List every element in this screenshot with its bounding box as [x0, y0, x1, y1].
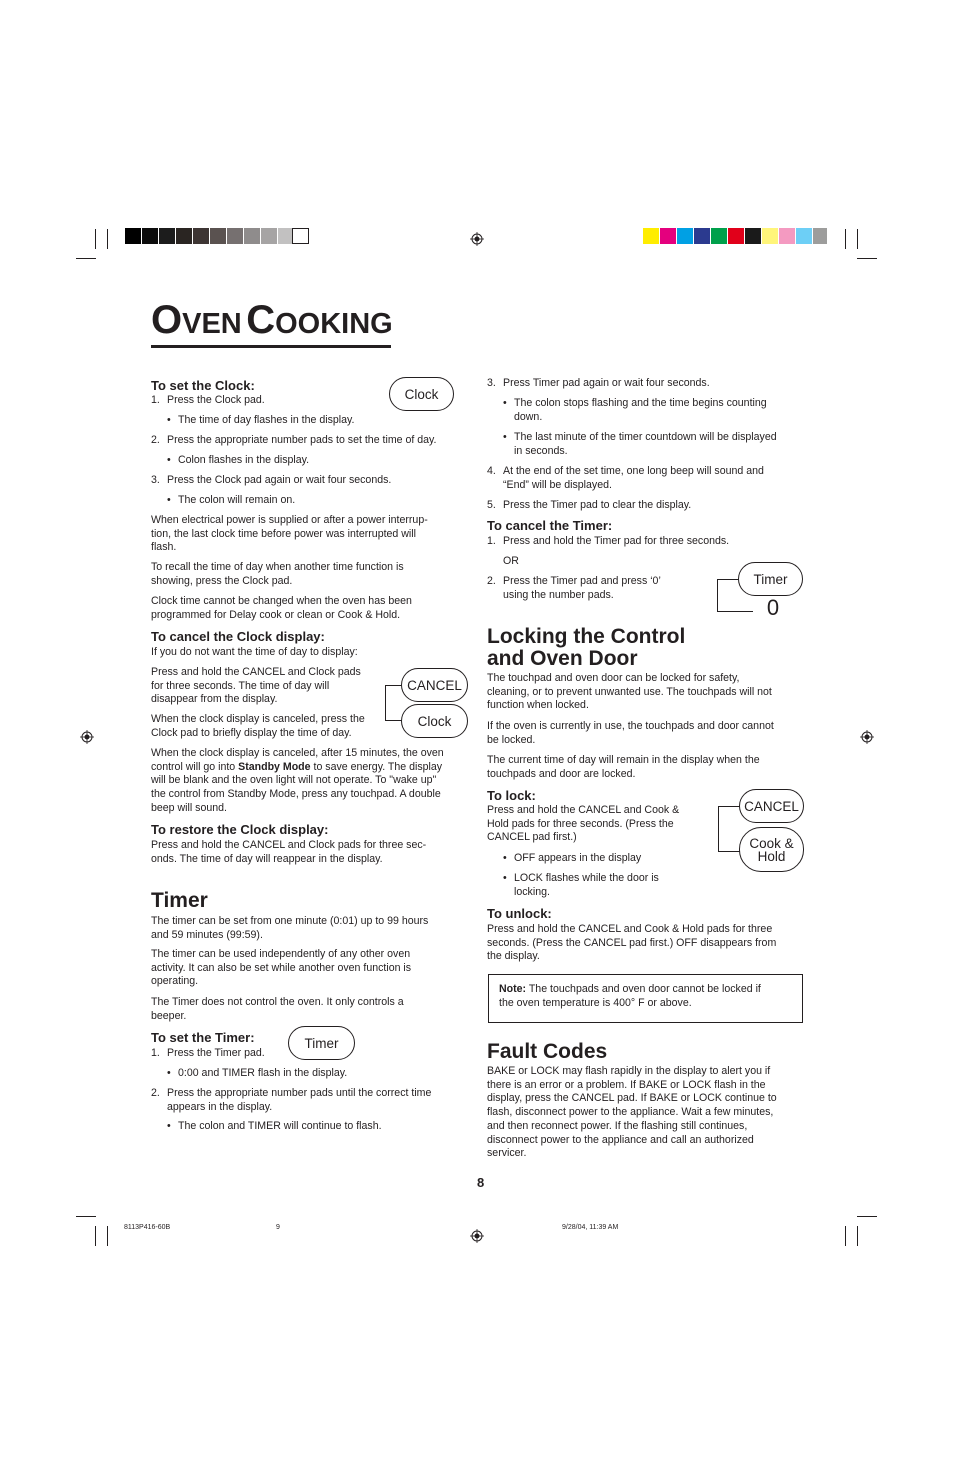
line: the control from Standby Mode, press any touchpad. A double: [151, 788, 441, 801]
unlock-heading: To unlock:: [487, 906, 552, 921]
footer-job-code: 8113P416-60B: [124, 1224, 171, 1231]
paragraph: [151, 996, 404, 1023]
line: Hold pads for three seconds. (Press the: [487, 817, 674, 830]
timer-pad-label: Timer: [753, 571, 788, 587]
bullet: •: [167, 1120, 171, 1132]
line: showing, press the Clock pad.: [151, 574, 293, 587]
color-swatch: [728, 228, 744, 244]
bullet-text: down.: [514, 411, 543, 423]
bullet-text: The colon stops flashing and the time begins counting: [514, 397, 767, 409]
line: the display.: [487, 950, 540, 963]
step-number: 3.: [151, 474, 160, 486]
page-title: [151, 300, 393, 349]
step-number: 1.: [151, 394, 160, 406]
step-text: Press the Timer pad and press ‘0’: [503, 575, 661, 587]
color-swatch: [762, 228, 778, 244]
bullet-text: LOCK flashes while the door is: [514, 872, 659, 884]
line: Press and hold the CANCEL and Cook &: [487, 804, 680, 816]
gray-swatch: [193, 228, 209, 244]
bullet-text: 0:00 and TIMER flash in the display.: [178, 1067, 348, 1079]
line: If the oven is currently in use, the touchpads and door cannot: [487, 720, 774, 732]
paragraph: [487, 923, 776, 964]
color-swatch: [745, 228, 761, 244]
step-text: “End” will be displayed.: [503, 479, 612, 491]
line: CANCEL pad first.): [487, 831, 577, 844]
step-text: Press the Clock pad.: [167, 394, 265, 406]
color-swatch: [779, 228, 795, 244]
color-swatch: [796, 228, 812, 244]
timer-pad: [288, 1026, 355, 1060]
step-number: 1.: [151, 1047, 160, 1059]
timer-pad-label: Timer: [304, 1035, 339, 1051]
step-number: 2.: [151, 434, 160, 446]
gray-swatch: [210, 228, 226, 244]
step-number: 3.: [487, 377, 496, 389]
bullet: •: [167, 1067, 171, 1079]
clock-pad: [389, 377, 454, 411]
text: control will go into: [151, 760, 239, 773]
fault-codes-heading: Fault Codes: [487, 1040, 608, 1063]
gray-swatch: [292, 228, 309, 244]
color-swatch: [694, 228, 710, 244]
bullet: •: [167, 454, 171, 466]
bullet: •: [167, 494, 171, 506]
step-text: Press Timer pad again or wait four seconds.: [503, 377, 710, 389]
gray-swatch: [227, 228, 243, 244]
registration-mark-icon: [470, 1229, 484, 1243]
line: disconnect power to the appliance and call an authorized: [487, 1133, 754, 1146]
registration-mark-icon: [470, 232, 484, 246]
text: to save energy. The display: [310, 760, 443, 773]
text: The touchpads and oven door cannot be locked if: [526, 983, 761, 995]
restore-clock-heading: To restore the Clock display:: [151, 822, 329, 837]
bullet: •: [167, 414, 171, 426]
paragraph: [487, 672, 772, 713]
paragraph: [151, 666, 361, 707]
line: function when locked.: [487, 699, 589, 712]
line: flash.: [151, 541, 177, 554]
cancel-pad-label: CANCEL: [744, 798, 799, 814]
paragraph: [487, 804, 679, 845]
step-number: 5.: [487, 499, 496, 511]
bullet-text: The colon will remain on.: [178, 494, 296, 506]
connector-line: [385, 720, 402, 721]
step-number: 1.: [487, 535, 496, 547]
step-text: using the number pads.: [503, 589, 614, 601]
timer-heading: Timer: [151, 889, 208, 912]
gray-swatch: [142, 228, 158, 244]
note-label: Note:: [499, 983, 527, 995]
paragraph: [151, 948, 411, 989]
line: and 59 minutes (99:59).: [151, 928, 263, 941]
line: The Timer does not control the oven. It only controls a: [151, 996, 404, 1008]
bullet-text: locking.: [514, 886, 550, 898]
heading-line: Locking the Control: [487, 625, 686, 648]
line: tion, the last clock time before power was interrupted will: [151, 527, 416, 540]
cook-hold-pad-label: Hold: [757, 848, 786, 864]
line: touchpads and door are locked.: [487, 767, 636, 780]
step-text: At the end of the set time, one long beep will sound and: [503, 465, 764, 477]
line: programmed for Delay cook or clean or Cook & Hold.: [151, 608, 401, 621]
line: Clock time cannot be changed when the oven has been: [151, 595, 412, 607]
line: When the clock display is canceled, press the: [151, 713, 365, 725]
note-text: [499, 983, 761, 1010]
cancel-timer-heading: To cancel the Timer:: [487, 518, 613, 533]
paragraph: [487, 720, 774, 747]
paragraph: [487, 754, 760, 781]
gray-swatch: [261, 228, 277, 244]
paragraph: [151, 595, 412, 622]
line: beep will sound.: [151, 801, 227, 814]
page-number: 8: [477, 1175, 485, 1190]
registration-mark-icon: [860, 730, 874, 744]
zero-pad: [761, 595, 785, 621]
gray-swatch: [159, 228, 175, 244]
line: display, press the CANCEL pad. If BAKE or LOCK continue to: [487, 1092, 777, 1105]
step-text: Press the Timer pad.: [167, 1047, 265, 1059]
line: beeper.: [151, 1009, 187, 1022]
paragraph: [151, 561, 404, 588]
line: [151, 761, 444, 775]
line: The touchpad and oven door can be locked for safety,: [487, 672, 740, 684]
note-box: [488, 974, 803, 1023]
clock-pad-label: Clock: [417, 713, 452, 729]
cancel-pad: [739, 789, 804, 823]
color-swatch: [660, 228, 676, 244]
title-underline: [151, 345, 391, 348]
bullet-text: in seconds.: [514, 445, 568, 457]
connector-line: [385, 685, 402, 686]
bullet-text: The colon and TIMER will continue to flash.: [178, 1120, 382, 1132]
or-text: OR: [503, 555, 519, 567]
step-text: Press the Clock pad again or wait four seconds.: [167, 474, 392, 486]
lock-heading: To lock:: [487, 788, 536, 803]
bullet-text: The last minute of the timer countdown will be displayed: [514, 431, 777, 443]
step-text: Press the appropriate number pads to set the time of day.: [167, 434, 437, 446]
paragraph: [151, 514, 428, 555]
timer-pad: [738, 562, 803, 596]
line: Clock pad to briefly display the time of day.: [151, 726, 352, 739]
line: servicer.: [487, 1147, 527, 1160]
paragraph: If you do not want the time of day to display:: [151, 646, 358, 658]
line: When electrical power is supplied or after a power interrup-: [151, 514, 428, 526]
line: be locked.: [487, 733, 536, 746]
cook-hold-pad-label: Cook &: [749, 835, 794, 851]
paragraph: [487, 1065, 777, 1161]
line: there is an error or a problem. If BAKE or LOCK flash in the: [487, 1078, 766, 1091]
clock-pad: [401, 704, 468, 738]
footer-date: 9/28/04, 11:39 AM: [562, 1224, 619, 1231]
step-number: 2.: [487, 575, 496, 587]
line: The current time of day will remain in the display when the: [487, 754, 760, 766]
color-swatch: [711, 228, 727, 244]
registration-mark-icon: [80, 730, 94, 744]
title-initial: C: [246, 298, 276, 342]
connector-line: [718, 806, 719, 852]
connector-line: [718, 851, 740, 852]
bullet: •: [503, 872, 507, 884]
bullet-text: Colon flashes in the display.: [178, 454, 310, 466]
line: BAKE or LOCK may flash rapidly in the display to alert you if: [487, 1065, 771, 1077]
locking-heading: [487, 626, 685, 670]
step-text: Press and hold the Timer pad for three seconds.: [503, 535, 730, 547]
gray-swatch: [244, 228, 260, 244]
step-number: 4.: [487, 465, 496, 477]
line: for three seconds. The time of day will: [151, 679, 330, 692]
line: onds. The time of day will reappear in the display.: [151, 852, 383, 865]
connector-line: [385, 685, 386, 721]
bullet-text: OFF appears in the display: [514, 852, 642, 864]
title-smallcaps: VEN: [182, 308, 242, 340]
step-text: Press the appropriate number pads until the correct time: [167, 1087, 432, 1099]
bold-text: Standby Mode: [238, 760, 311, 773]
line: the oven temperature is 400° F or above.: [499, 996, 692, 1009]
line: Press and hold the CANCEL and Clock pads: [151, 666, 361, 678]
bullet: •: [503, 397, 507, 409]
bullet: •: [503, 431, 507, 443]
line: and then reconnect power. If the flashing still continues,: [487, 1119, 748, 1132]
line: operating.: [151, 975, 199, 988]
paragraph: [151, 713, 365, 740]
line: seconds. (Press the CANCEL pad first.) OFF disappears from: [487, 936, 777, 949]
set-clock-heading: To set the Clock:: [151, 378, 255, 393]
line: When the clock display is canceled, after 15 minutes, the oven: [151, 747, 444, 759]
step-text: Press the Timer pad to clear the display.: [503, 499, 692, 511]
connector-line: [717, 611, 753, 612]
clock-pad-label: Clock: [404, 386, 439, 402]
connector-line: [717, 579, 739, 580]
paragraph: [151, 915, 428, 942]
paragraph: [151, 747, 444, 816]
line: The timer can be set from one minute (0:01) up to 99 hours: [151, 915, 429, 927]
line: activity. It can also be set while another oven function is: [151, 961, 412, 974]
line: Press and hold the CANCEL and Cook & Hold pads for three: [487, 923, 773, 935]
gray-swatch: [278, 228, 292, 244]
connector-line: [717, 579, 718, 612]
cook-hold-pad: [739, 827, 804, 872]
bullet: •: [503, 852, 507, 864]
footer-page: 9: [276, 1224, 280, 1231]
line: To recall the time of day when another time function is: [151, 561, 404, 573]
step-number: 2.: [151, 1087, 160, 1099]
line: flash, disconnect power to the appliance. Wait a few minutes,: [487, 1106, 774, 1119]
color-swatch: [643, 228, 659, 244]
bullet-text: The time of day flashes in the display.: [178, 414, 355, 426]
paragraph: [151, 839, 426, 866]
line: Press and hold the CANCEL and Clock pads for three sec-: [151, 839, 427, 851]
gray-swatch: [176, 228, 192, 244]
connector-line: [718, 806, 740, 807]
gray-swatch: [125, 228, 141, 244]
line: The timer can be used independently of any other oven: [151, 948, 411, 960]
line: [499, 983, 761, 997]
line: cleaning, or to prevent unwanted use. The touchpads will not: [487, 685, 772, 698]
line: will be blank and the oven light will not operate. To "wake up": [151, 774, 437, 787]
cancel-pad-label: CANCEL: [407, 677, 462, 693]
color-swatch: [677, 228, 693, 244]
zero-pad-label: 0: [766, 595, 780, 620]
set-timer-heading: To set the Timer:: [151, 1030, 255, 1045]
title-smallcaps: OOKING: [275, 308, 393, 340]
line: disappear from the display.: [151, 693, 278, 706]
title-initial: O: [151, 298, 183, 342]
heading-line: and Oven Door: [487, 647, 638, 670]
step-text: appears in the display.: [167, 1101, 273, 1113]
color-swatch: [813, 228, 827, 244]
cancel-pad: [401, 668, 468, 702]
cancel-clock-heading: To cancel the Clock display:: [151, 629, 325, 644]
